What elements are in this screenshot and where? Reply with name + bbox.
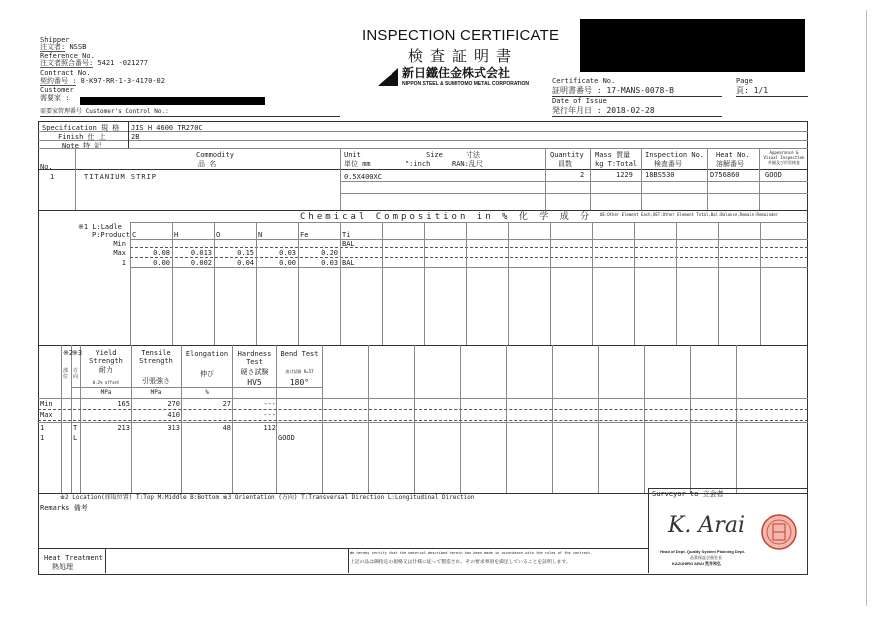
issue-label: Date of Issue: [552, 97, 607, 105]
certify-jp: 上記の品は御指定の規格又は仕様に従って製造され、その要求事項を満足していることを証明します。: [350, 560, 571, 565]
customer-jp-label: 需要家 :: [40, 94, 70, 102]
chem-col-line: [466, 222, 467, 345]
chem-col-line: [298, 222, 299, 345]
mech-row-label: 1: [40, 434, 45, 442]
finish-value: 2B: [131, 133, 140, 141]
yield-sub: 0.2% offset: [92, 380, 120, 385]
mech-yield-cell: 165: [117, 400, 130, 408]
chem-min-divider: [130, 247, 808, 248]
row-sub-divider-1: [340, 181, 808, 182]
col-line-size: [545, 148, 546, 210]
chem-cell: 0.002: [190, 259, 212, 267]
row-commodity: TITANIUM STRIP: [84, 173, 158, 181]
chem-element-ti: Ti: [342, 231, 351, 239]
mech-extra-col-line: [368, 345, 369, 493]
mech-row-label: Max: [40, 411, 53, 419]
mech-row-label: Min: [40, 400, 53, 408]
chem-cell: 0.03: [279, 249, 296, 257]
col-line-no: [75, 148, 76, 210]
surveyor-divider: [648, 488, 649, 573]
sign-name: KAZUHIRO ARAI 荒井和弘: [672, 561, 721, 566]
elong-label: Elongation: [185, 350, 229, 358]
mech-col-line-bend: [322, 345, 323, 493]
bend-label: Bend Test: [280, 350, 319, 358]
mech-header-divider: [38, 398, 808, 399]
contract-jp-label: 契約番号 :: [40, 77, 77, 85]
chem-cell: 0.04: [237, 259, 254, 267]
cert-label: Certificate No.: [552, 77, 616, 85]
mech-c1-cell: T: [73, 424, 78, 432]
col-line-heat: [759, 148, 760, 210]
mech-extra-col-line: [736, 345, 737, 493]
shipper-row: [40, 43, 240, 51]
row-size: 0.5X400XC: [344, 173, 382, 181]
chem-row-label: Min: [113, 240, 126, 248]
mech-extra-col-line: [598, 345, 599, 493]
chem-col-line: [256, 222, 257, 345]
customer-label: Customer: [40, 86, 74, 94]
visual-jp: 外観及び形状検査: [768, 160, 800, 165]
hard-sub: HV5: [247, 378, 262, 387]
chem-col-line: [718, 222, 719, 345]
reference-jp-label: 注文者照合番号:: [40, 59, 94, 67]
heat-treatment-top: [38, 548, 648, 549]
chem-col-line: [634, 222, 635, 345]
chem-row-label: 1: [121, 259, 126, 267]
chem-col-line: [760, 222, 761, 345]
chem-cell: 0.00: [153, 259, 170, 267]
mech-c2-sub: 方向: [73, 368, 79, 380]
bend-sub: 曲げ試験 R=5T: [285, 369, 314, 374]
heat-jp: 溶解番号: [716, 160, 744, 168]
ran-label: RAN:乱尺: [452, 160, 483, 168]
yield-jp: 耐力: [99, 366, 113, 374]
chem-col-line: [550, 222, 551, 345]
mech-row-divider: [38, 422, 808, 423]
spec-value: JIS H 4600 TR270C: [131, 124, 203, 132]
row-qty: 2: [580, 171, 585, 179]
note-divider: [38, 148, 808, 149]
title-en: INSPECTION CERTIFICATE: [362, 27, 560, 44]
chem-cell: BAL: [342, 259, 355, 267]
mech-c1-cell: L: [73, 434, 78, 442]
shipper-value: NSSB: [69, 43, 87, 51]
chem-max-divider: [130, 257, 808, 258]
mech-extra-col-line: [414, 345, 415, 493]
page-label: Page: [736, 77, 753, 85]
mech-hard-cell: ---: [263, 400, 276, 408]
mech-extra-col-line: [552, 345, 553, 493]
chem-cell: BAL: [342, 240, 355, 248]
customer-control-label: 需要家管理番号 Customer's Control No.:: [40, 108, 169, 115]
contract-label: Contract No.: [40, 69, 91, 77]
cert-row: [552, 86, 732, 95]
mech-row-label: 1: [40, 424, 45, 432]
page-underline: [736, 96, 808, 97]
mech-min-divider: [38, 409, 808, 410]
header-redaction: [580, 19, 805, 72]
location-note: ※2 Location(採取位置) T:Top M:Middle B:Bottom ※3 Orientation (方向) T:Transversal Direction L:Longitudinal Direction: [60, 494, 475, 501]
chem-row-divider: [130, 267, 808, 268]
issue-jp-label: 発行年月日 :: [552, 106, 602, 115]
chem-col-line: [172, 222, 173, 345]
insp-jp: 検査番号: [654, 160, 682, 168]
unit-jp: 単位 mm: [344, 160, 371, 168]
commodity-bottom-divider: [38, 210, 808, 211]
mech-bend-cell: GOOD: [278, 434, 295, 442]
mech-extra-col-line: [506, 345, 507, 493]
sign-dept-jp: 品質保証企画室長: [690, 555, 722, 560]
mech-extra-col-line: [460, 345, 461, 493]
chem-product-label: P:Product: [92, 231, 130, 239]
mech-tensile-cell: 410: [167, 411, 180, 419]
chem-element-h: H: [174, 231, 179, 239]
chem-col-line: [424, 222, 425, 345]
tensile-jp: 引張強さ: [142, 377, 170, 385]
heat-treatment-col: [105, 548, 106, 573]
size-label: Size: [426, 151, 443, 159]
unit-label: Unit: [344, 151, 361, 159]
col-line-qty: [590, 148, 591, 210]
sign-title: Head of Dept. Quality System Planning Dept.: [660, 549, 745, 554]
reference-row: [40, 59, 148, 67]
row-mass: 1229: [616, 171, 633, 179]
chem-element-c: C: [132, 231, 137, 239]
chem-cell: 0.08: [153, 249, 170, 257]
page-jp-label: 頁:: [736, 86, 749, 95]
issue-underline: [552, 116, 722, 117]
chem-element-fe: Fe: [300, 231, 309, 239]
contract-row: [40, 77, 165, 85]
elong-unit: %: [205, 389, 209, 396]
header-underline: [40, 116, 340, 117]
chem-col-line: [130, 222, 131, 345]
mech-c2: ※3: [72, 349, 83, 357]
company-seal-icon: [760, 512, 798, 552]
mech-col-line-c2: [71, 345, 72, 493]
company-logo-icon: [378, 68, 398, 86]
company-en: NIPPON STEEL & SUMITOMO METAL CORPORATION: [402, 81, 530, 87]
inch-label: ":inch: [405, 160, 431, 168]
chem-cell: 0.00: [279, 259, 296, 267]
remarks-label: Remarks 備考: [40, 504, 88, 512]
mech-col-line-hard: [276, 345, 277, 493]
page-row: [736, 86, 768, 95]
mech-c1: ※2: [63, 349, 74, 357]
bend-angle: 180°: [289, 378, 310, 387]
mech-elong-cell: 48: [222, 424, 231, 432]
page-value: 1/1: [753, 86, 769, 95]
surveyor-top: [648, 488, 808, 489]
commodity-jp: 品 名: [198, 160, 217, 168]
mech-col-line-c1: [61, 345, 62, 493]
contract-value: 8-K97-RR-1-3-4170-02: [80, 77, 165, 85]
hard-jp: 硬さ試験: [240, 368, 269, 376]
mech-hard-cell: ---: [263, 411, 276, 419]
main-frame: [38, 121, 808, 575]
qty-label: Quantity: [550, 151, 584, 159]
chem-element-o: O: [216, 231, 221, 239]
elong-jp: 伸び: [200, 370, 214, 378]
chem-cell: 0.20: [321, 249, 338, 257]
certify-col: [348, 548, 349, 573]
mech-tensile-cell: 270: [167, 400, 180, 408]
finish-label: Finish 仕 上: [58, 133, 106, 141]
chem-title: Chemical Composition in % 化 学 成 分: [300, 212, 593, 222]
surveyor-label: Surveyor to 立会者: [652, 490, 724, 498]
shipper-label: Shipper: [40, 36, 70, 44]
mech-hard-cell: 112: [263, 424, 276, 432]
chem-col-line: [676, 222, 677, 345]
shipper-jp-label: 注文者:: [40, 43, 66, 51]
finish-divider: [38, 140, 808, 141]
commodity-header-divider: [38, 169, 808, 170]
chem-cell: 0.15: [237, 249, 254, 257]
company-jp: 新日鐵住金株式会社: [402, 66, 511, 80]
col-line-commodity: [340, 148, 341, 210]
chem-cell: 0.013: [190, 249, 212, 257]
page-edge: [866, 10, 867, 606]
row-no: 1: [50, 173, 55, 181]
title-jp: 検査証明書: [408, 47, 519, 65]
reference-value: 5421 -021277: [97, 59, 149, 67]
mech-col-line-yield: [131, 345, 132, 493]
customer-redaction: [80, 97, 265, 105]
row-sub-divider-2: [340, 193, 808, 194]
mech-yield-cell: 213: [117, 424, 130, 432]
chem-ladle-label: ※1 L:Ladle: [78, 223, 122, 231]
mech-c1-sub: 部位: [63, 368, 69, 380]
reference-label: Reference No.: [40, 52, 95, 60]
hard-label: Hardness Test: [237, 350, 272, 366]
mech-elong-cell: 27: [222, 400, 231, 408]
mech-col-line-tensile: [181, 345, 182, 493]
col-line-insp: [707, 148, 708, 210]
tensile-label: Tensile Strength: [139, 349, 173, 365]
chem-note: OE:Other Element Each,OET:Other Element Total,Bal:Balance,Remain:Remainder: [600, 212, 779, 217]
heat-label: Heat No.: [716, 151, 750, 159]
certify-en: We hereby certify that the material described herein has been made in accordance with the rules of the contract.: [350, 551, 593, 555]
mech-unit-divider-top: [71, 387, 322, 388]
visual-label: Appearance & Visual Inspection: [763, 150, 805, 160]
spec-label: Specification 規 格: [42, 124, 120, 132]
chem-bottom-divider: [38, 345, 808, 346]
note-label: Note 特 記: [62, 142, 102, 150]
cert-value: 17-MANS-0078-B: [606, 86, 674, 95]
chem-col-line: [508, 222, 509, 345]
issue-value: 2018-02-28: [606, 106, 655, 115]
tensile-unit: MPa: [150, 389, 162, 396]
yield-label: Yield Strength: [89, 349, 123, 365]
chem-col-line: [340, 222, 341, 345]
col-line-mass: [641, 148, 642, 210]
mass-sub: kg T:Total: [595, 160, 638, 168]
row-visual: GOOD: [765, 171, 782, 179]
spec-col-divider: [128, 121, 129, 148]
no-label: No.: [40, 163, 53, 171]
mech-max-divider: [38, 420, 808, 421]
mech-tensile-cell: 313: [167, 424, 180, 432]
issue-row: [552, 106, 732, 115]
mech-extra-col-line: [644, 345, 645, 493]
chem-element-n: N: [258, 231, 263, 239]
qty-jp: 員数: [558, 160, 572, 168]
chem-col-line: [382, 222, 383, 345]
mech-extra-col-line: [690, 345, 691, 493]
cert-jp-label: 証明書番号 :: [552, 86, 602, 95]
chem-row-label: Max: [113, 249, 126, 257]
chem-col-line: [592, 222, 593, 345]
yield-unit: MPa: [100, 389, 112, 396]
signature: K. Arai: [668, 513, 745, 538]
insp-label: Inspection No.: [645, 151, 705, 159]
commodity-label: Commodity: [196, 151, 234, 159]
row-heat: D756860: [710, 171, 740, 179]
mass-label: Mass 質量: [595, 151, 631, 159]
mech-col-line-c3: [80, 345, 81, 493]
chem-col-line: [214, 222, 215, 345]
heat-treatment-jp: 熱処理: [52, 563, 73, 571]
size-jp: 寸法: [466, 151, 480, 159]
chem-element-divider: [130, 239, 808, 240]
row-insp: 18BS530: [645, 171, 675, 179]
heat-treatment-label: Heat Treatment: [44, 554, 104, 562]
chem-cell: 0.03: [321, 259, 338, 267]
chem-title-divider: [130, 222, 808, 223]
spec-divider: [38, 131, 808, 132]
